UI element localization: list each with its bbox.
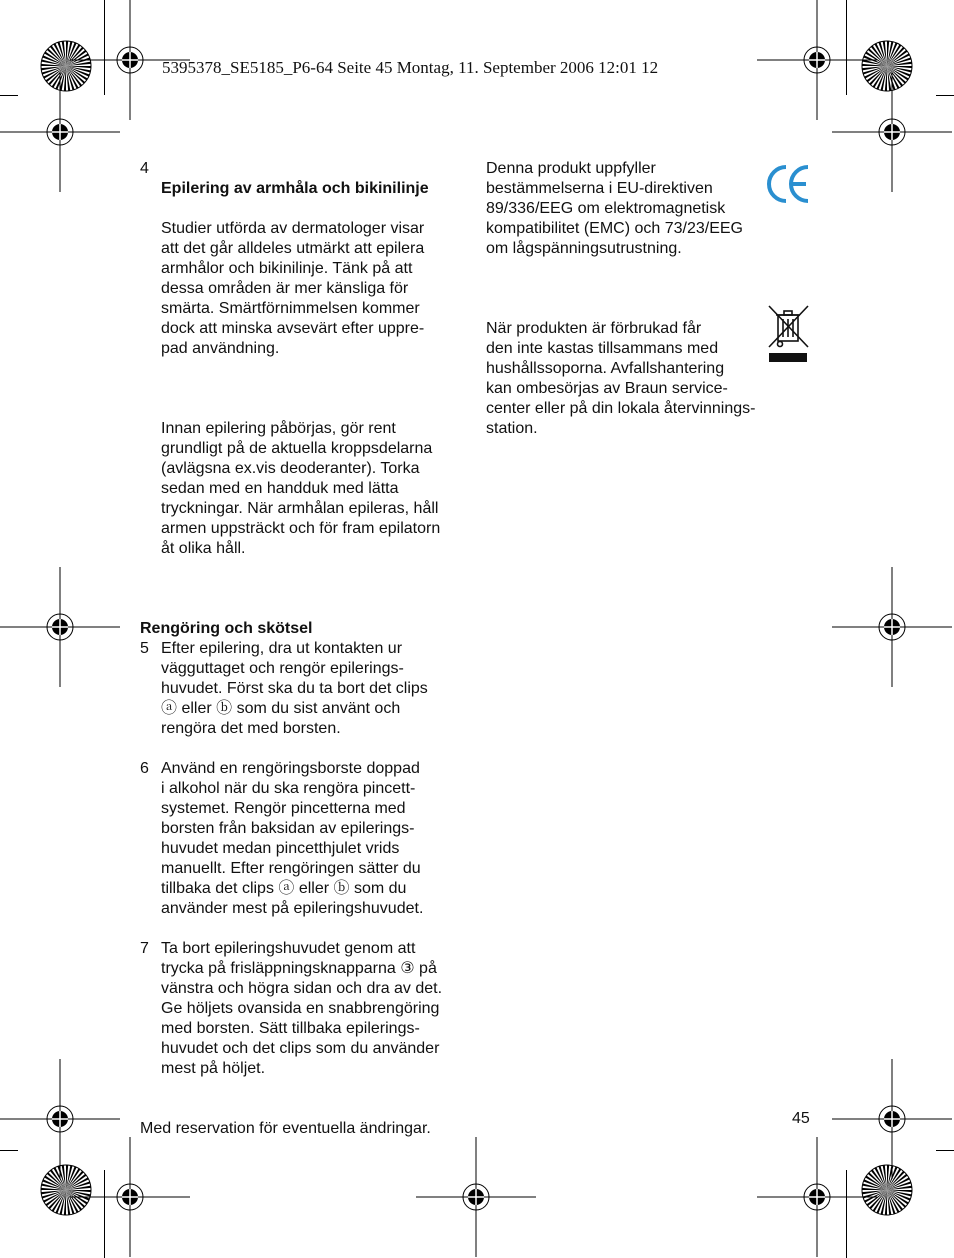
- section-heading: Rengöring och skötsel: [140, 620, 313, 637]
- left-column: [140, 159, 470, 1139]
- paragraph: Innan epilering påbörjas, gör rent grundligt på de aktuella kroppsdelarna (avlägsna ex.vis deoderanter). Torka sedan med en handduk med lätta tryckningar. När armhålan epileras, håll armen uppsträckt och för fram epilatorn åt olika håll.: [161, 420, 441, 557]
- print-slug: 5395378_SE5185_P6-64 Seite 45 Montag, 11. September 2006 12:01 12: [162, 58, 659, 77]
- spacer: [486, 259, 786, 279]
- paragraph: Studier utförda av dermatologer visar att det går alldeles utmärkt att epilera armhålor och bikinilinje. Tänk på att dessa områden är mer känsliga för smärta. Smärtförnimmelsen kommer dock att minska avsevärt efter uppre- pad användning.: [161, 220, 425, 357]
- spacer: [140, 579, 470, 599]
- list-item: [140, 639, 470, 739]
- right-column: [486, 159, 786, 439]
- registration-mark-icon: [832, 567, 952, 687]
- registration-mark-icon: [416, 1137, 536, 1257]
- registration-mark-icon: [757, 1137, 877, 1257]
- spacer: [486, 279, 786, 299]
- item-body: [161, 159, 470, 579]
- item-number: 5: [140, 640, 149, 657]
- section-heading: Epilering av armhåla och bikinilinje: [161, 180, 429, 197]
- crossed-out-wheelie-bin-icon: [766, 303, 812, 365]
- paragraph: Använd en rengöringsborste doppad i alkohol när du ska rengöra pincett- systemet. Rengör pincetterna med borsten från baksidan av epilerings- huvudet medan pincetthjulet vrids manuellt. Efter rengöringen sätter du tillbaka det clips ⓐ eller ⓑ som du använder mest på epileringshuvudet.: [161, 760, 424, 917]
- reservation-note: Med reservation för eventuella ändringar.: [140, 1120, 431, 1137]
- item-number: 6: [140, 760, 149, 777]
- item-number: 7: [140, 940, 149, 957]
- item-number: 4: [140, 160, 149, 177]
- spacer: [140, 1099, 470, 1119]
- registration-mark-icon: [70, 1137, 190, 1257]
- list-item: [140, 939, 470, 1079]
- registration-mark-icon: [0, 567, 120, 687]
- spacer: [140, 919, 470, 939]
- spacer: [161, 379, 470, 399]
- disposal-text: När produkten är förbrukad får den inte kastas tillsammans med hushållssoporna. Avfallshantering kan ombesörjas av Braun service- center eller på din lokala återvinnings- station.: [486, 320, 756, 437]
- page-number: 45: [792, 1110, 810, 1127]
- registration-mark-icon: [0, 72, 120, 192]
- spacer: [140, 1079, 470, 1099]
- ce-mark-icon: [766, 163, 812, 205]
- list-item: [140, 759, 470, 919]
- paragraph: Efter epilering, dra ut kontakten ur vägguttaget och rengör epilerings- huvudet. Först ska du ta bort det clips ⓐ eller ⓑ som du sist använt och rengöra det med borsten.: [161, 640, 428, 737]
- ce-compliance-text: Denna produkt uppfyller bestämmelserna i EU-direktiven 89/336/EEG om elektromagnetisk kompatibilitet (EMC) och 73/23/EEG om lågspänningsutrustning.: [486, 160, 743, 257]
- spacer: [486, 299, 786, 319]
- spacer: [140, 739, 470, 759]
- spacer: [140, 599, 470, 619]
- registration-mark-icon: [832, 72, 952, 192]
- paragraph: Ta bort epileringshuvudet genom att trycka på frisläppningsknapparna ③ på vänstra och högra sidan och dra av det. Ge höljets ovansida en snabbrengöring med borsten. Sätt tillbaka epilerings- huvudet och det clips som du använder mest på höljet.: [161, 940, 443, 1077]
- list-item: [140, 159, 470, 579]
